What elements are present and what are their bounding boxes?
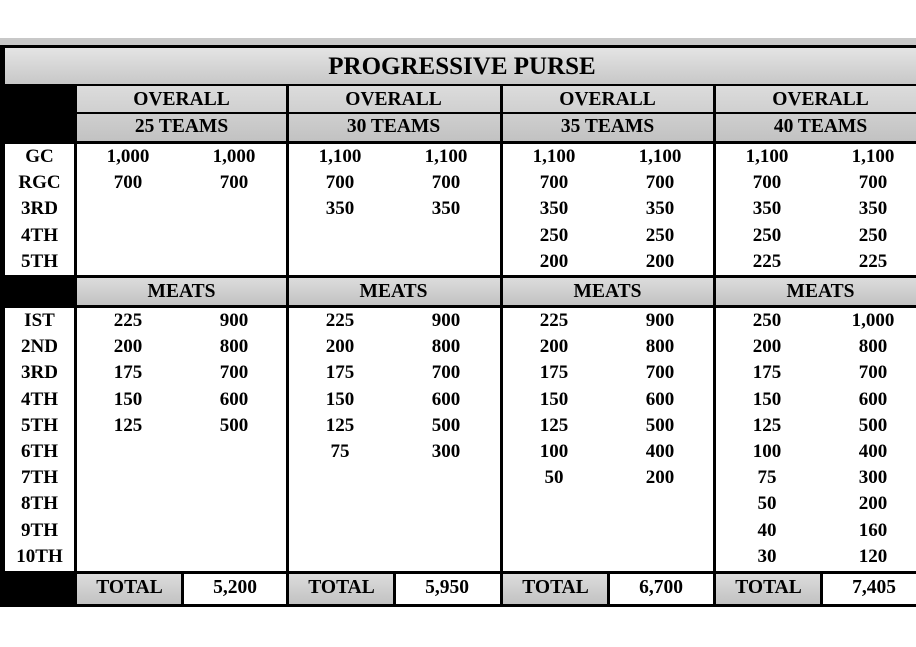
meats-value: 600 (858, 388, 888, 410)
overall-value: 200 (539, 250, 569, 272)
overall-value: 350 (645, 198, 675, 220)
overall-value: 700 (113, 172, 143, 194)
total-label: TOTAL (522, 577, 589, 598)
meats-label: MEATS (786, 281, 855, 302)
meats-value: 50 (757, 493, 777, 515)
overall-label: OVERALL (772, 89, 869, 110)
overall-label: OVERALL (133, 89, 230, 110)
meats-value: 175 (752, 362, 782, 384)
teams-label: 25 TEAMS (134, 116, 229, 137)
total-value: 7,405 (852, 577, 896, 598)
meats-value: 150 (539, 388, 569, 410)
overall-value: 225 (858, 250, 888, 272)
total-label: TOTAL (735, 577, 802, 598)
meats-value: 700 (219, 362, 249, 384)
meats-value: 300 (431, 441, 461, 462)
h-rule-5 (2, 571, 916, 574)
overall-value: 350 (752, 198, 782, 220)
row-label: 4TH (21, 224, 58, 246)
overall-value: 1,100 (318, 146, 362, 167)
overall-value: 700 (858, 172, 888, 194)
meats-value: 500 (645, 414, 675, 436)
h-rule-4 (2, 305, 916, 308)
meats-value: 40 (757, 519, 777, 541)
row-label: 8TH (21, 493, 58, 515)
meats-value: 125 (539, 414, 569, 436)
meats-label: MEATS (573, 281, 642, 302)
meats-value: 700 (858, 362, 888, 384)
meats-value: 600 (645, 388, 675, 410)
row-label: 9TH (21, 519, 58, 541)
overall-value: 250 (539, 224, 569, 246)
overall-value: 250 (858, 224, 888, 246)
meats-value: 800 (219, 336, 249, 358)
meats-value: 100 (539, 441, 569, 462)
overall-value: 225 (752, 250, 782, 272)
page-title: PROGRESSIVE PURSE (328, 53, 596, 80)
meats-value: 150 (325, 388, 355, 410)
total-value: 5,200 (213, 577, 257, 598)
meats-value: 300 (858, 467, 888, 489)
h-rule-1 (2, 84, 916, 86)
total-label-block (2, 574, 75, 604)
v-rule-total-split-3 (607, 574, 610, 604)
meats-value: 225 (539, 310, 569, 331)
h-rule-0 (2, 45, 916, 48)
v-rule-group-1 (74, 86, 77, 607)
meats-value: 600 (431, 388, 461, 410)
meats-value: 125 (325, 414, 355, 436)
meats-value: 30 (757, 545, 777, 567)
row-label: RGC (18, 172, 61, 194)
overall-label: OVERALL (559, 89, 656, 110)
meats-value: 700 (645, 362, 675, 384)
header-mid-rule (75, 112, 916, 114)
row-label: 10TH (16, 545, 63, 567)
v-rule-total-split-1 (181, 574, 184, 604)
meats-value: 150 (752, 388, 782, 410)
row-label: 4TH (21, 388, 58, 410)
overall-value: 1,000 (212, 146, 256, 167)
v-rule-total-split-2 (393, 574, 396, 604)
meats-value: 200 (858, 493, 888, 515)
meats-value: 175 (325, 362, 355, 384)
overall-value: 700 (219, 172, 249, 194)
overall-value: 1,100 (745, 146, 789, 167)
overall-label: OVERALL (345, 89, 442, 110)
meats-value: 200 (752, 336, 782, 358)
overall-value: 700 (539, 172, 569, 194)
meats-value: 800 (431, 336, 461, 358)
teams-label: 40 TEAMS (773, 116, 868, 137)
row-label: 6TH (21, 441, 58, 462)
meats-value: 225 (325, 310, 355, 331)
row-label: 3RD (21, 198, 58, 220)
meats-label: MEATS (147, 281, 216, 302)
meats-value: 200 (113, 336, 143, 358)
meats-value: 75 (757, 467, 777, 489)
meats-value: 100 (752, 441, 782, 462)
row-label: GC (25, 146, 54, 167)
row-label: 3RD (21, 362, 58, 384)
overall-value: 1,100 (424, 146, 468, 167)
overall-value: 700 (752, 172, 782, 194)
v-rule-group-4 (713, 86, 716, 607)
overall-value: 250 (752, 224, 782, 246)
meats-value: 400 (858, 441, 888, 462)
meats-value: 700 (431, 362, 461, 384)
meats-value: 600 (219, 388, 249, 410)
meats-value: 75 (330, 441, 350, 462)
overall-value: 350 (539, 198, 569, 220)
meats-value: 225 (113, 310, 143, 331)
meats-value: 800 (858, 336, 888, 358)
v-rule-total-split-4 (820, 574, 823, 604)
teams-label: 30 TEAMS (346, 116, 441, 137)
v-rule-group-2 (286, 86, 289, 607)
meats-value: 900 (645, 310, 675, 331)
overall-value: 700 (325, 172, 355, 194)
row-label: IST (24, 310, 55, 331)
v-rule-left (0, 45, 5, 607)
overall-value: 350 (325, 198, 355, 220)
teams-label: 35 TEAMS (560, 116, 655, 137)
meats-value: 50 (544, 467, 564, 489)
meats-value: 175 (113, 362, 143, 384)
total-value: 6,700 (639, 577, 683, 598)
meats-value: 200 (645, 467, 675, 489)
h-rule-3 (2, 275, 916, 278)
meats-value: 200 (539, 336, 569, 358)
row-label: 7TH (21, 467, 58, 489)
meats-value: 1,000 (851, 310, 895, 331)
total-value: 5,950 (425, 577, 469, 598)
overall-value: 1,100 (638, 146, 682, 167)
meats-value: 120 (858, 545, 888, 567)
meats-value: 175 (539, 362, 569, 384)
overall-value: 1,100 (532, 146, 576, 167)
meats-value: 500 (431, 414, 461, 436)
v-rule-group-3 (500, 86, 503, 607)
meats-value: 500 (858, 414, 888, 436)
meats-value: 250 (752, 310, 782, 331)
header-label-block (2, 86, 75, 141)
meats-value: 400 (645, 441, 675, 462)
meats-label-block (2, 278, 75, 305)
meats-value: 500 (219, 414, 249, 436)
overall-value: 250 (645, 224, 675, 246)
overall-value: 200 (645, 250, 675, 272)
row-label: 5TH (21, 414, 58, 436)
meats-value: 900 (431, 310, 461, 331)
row-label: 5TH (21, 250, 58, 272)
row-label: 2ND (21, 336, 58, 358)
meats-label: MEATS (359, 281, 428, 302)
overall-value: 350 (431, 198, 461, 220)
h-rule-2 (2, 141, 916, 144)
overall-value: 1,100 (851, 146, 895, 167)
overall-value: 350 (858, 198, 888, 220)
h-rule-6 (2, 604, 916, 607)
overall-value: 1,000 (106, 146, 150, 167)
meats-value: 125 (113, 414, 143, 436)
meats-value: 125 (752, 414, 782, 436)
total-label: TOTAL (308, 577, 375, 598)
total-label: TOTAL (96, 577, 163, 598)
overall-value: 700 (431, 172, 461, 194)
meats-value: 900 (219, 310, 249, 331)
meats-value: 150 (113, 388, 143, 410)
meats-value: 200 (325, 336, 355, 358)
overall-value: 700 (645, 172, 675, 194)
meats-value: 800 (645, 336, 675, 358)
meats-value: 160 (858, 519, 888, 541)
